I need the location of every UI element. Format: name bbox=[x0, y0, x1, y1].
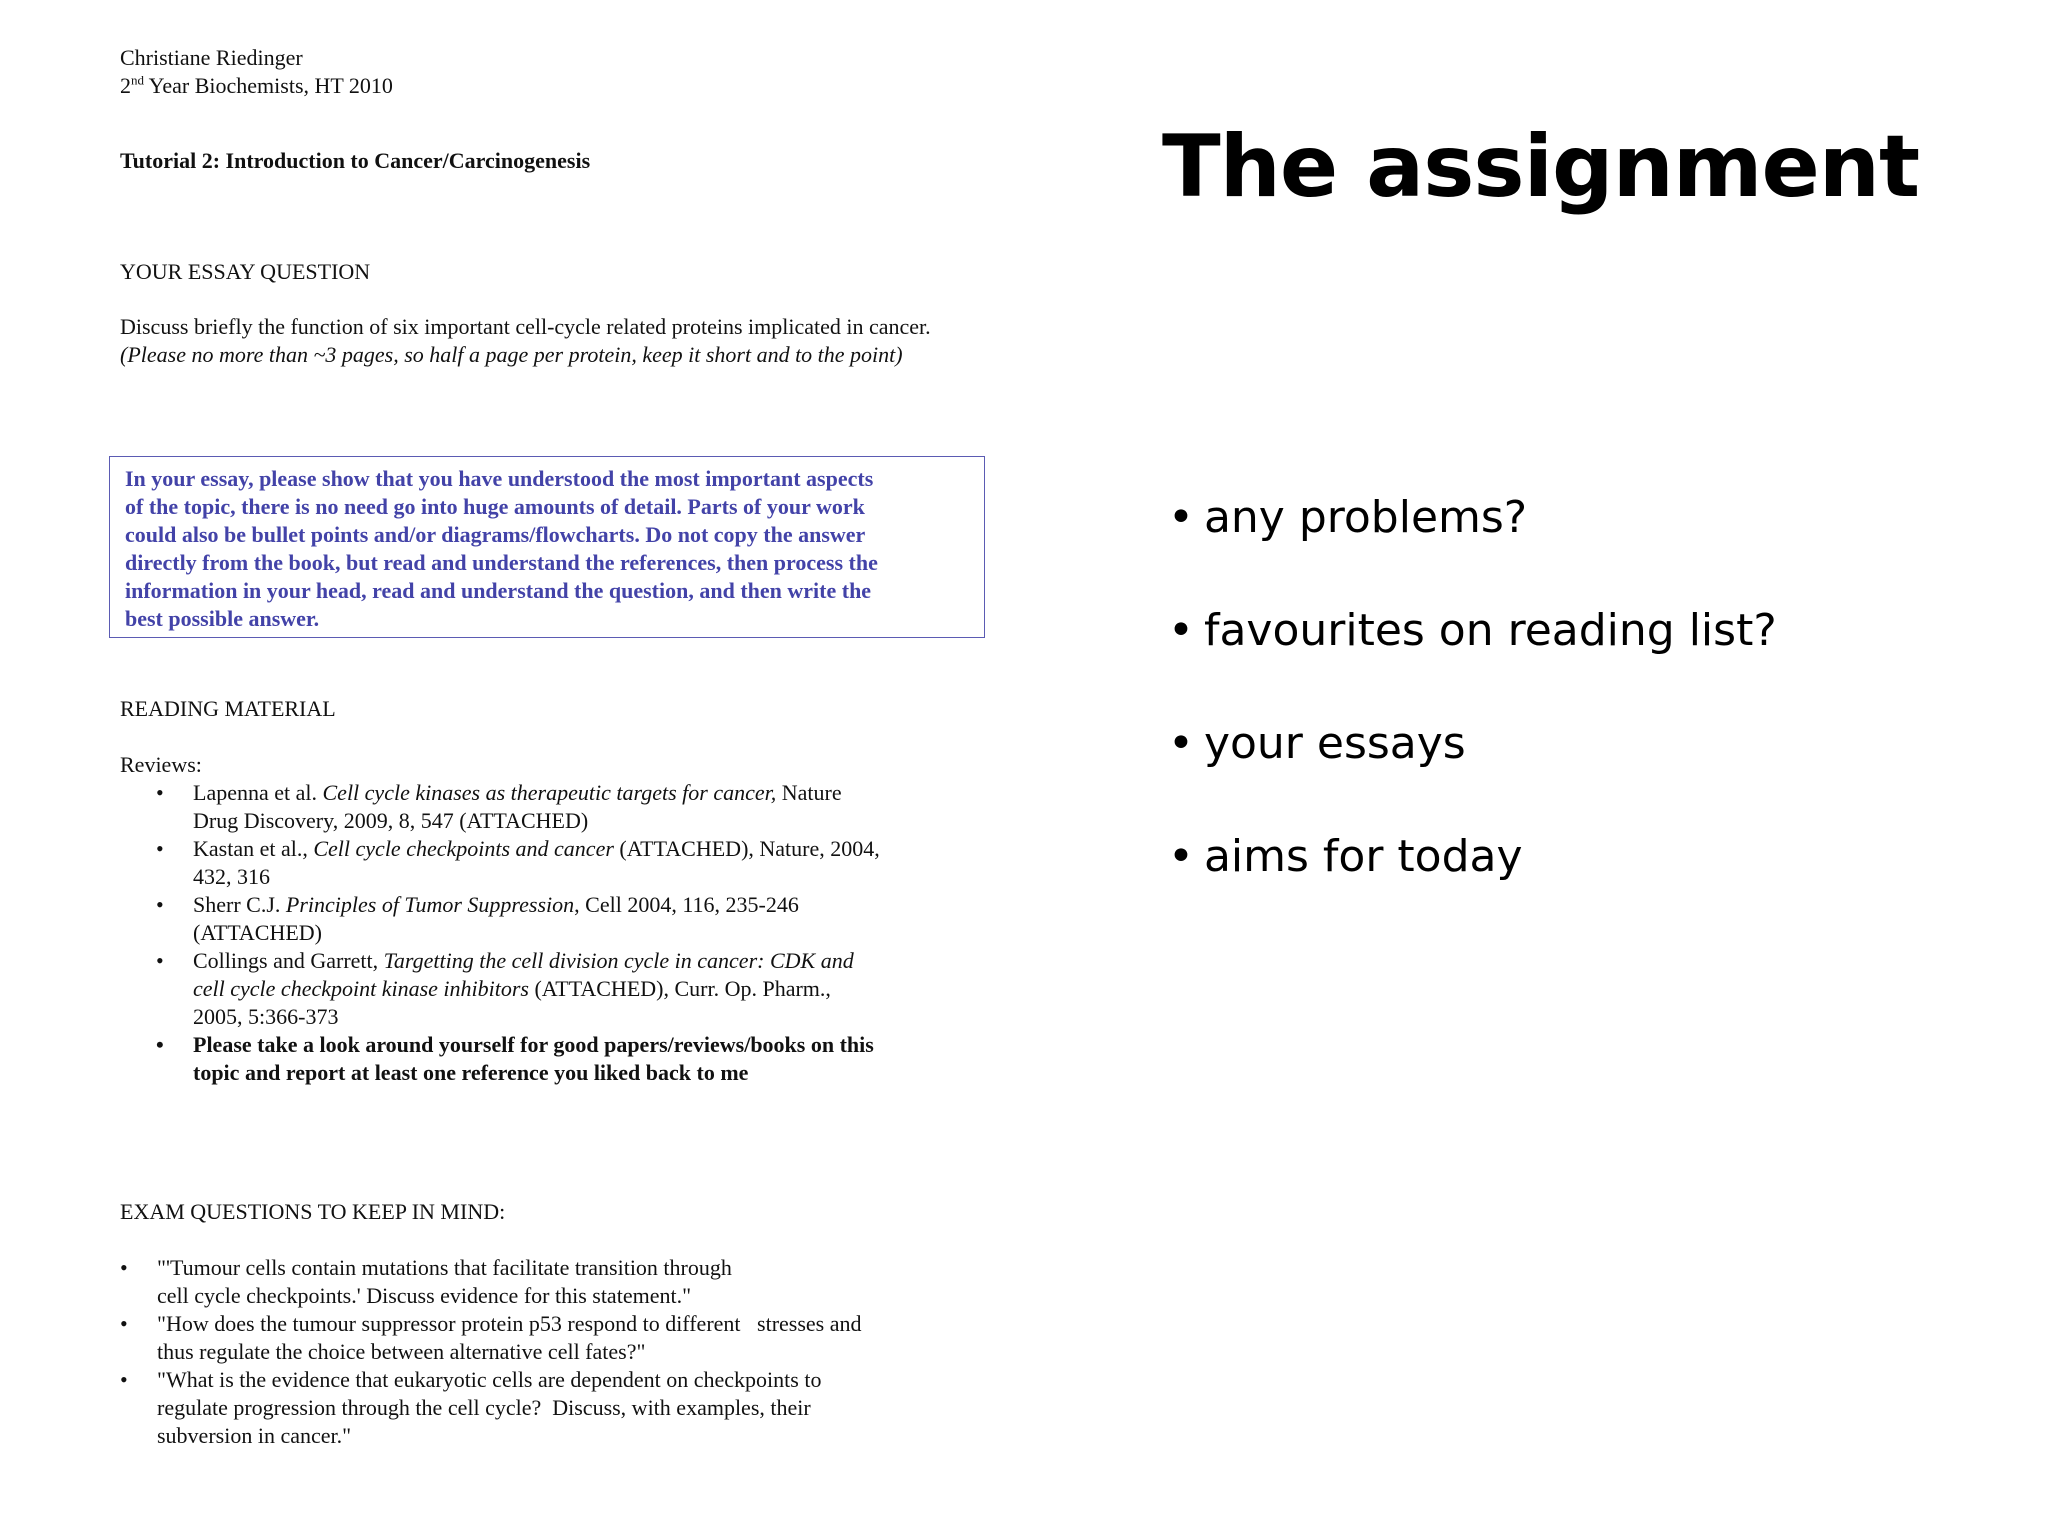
slide-bullet-item bbox=[1168, 603, 1777, 659]
course-description: Year Biochemists, HT 2010 bbox=[144, 73, 393, 98]
essay-hint: (Please no more than ~3 pages, so half a page per protein, keep it short and to the point) bbox=[120, 342, 903, 367]
list-item bbox=[120, 1366, 980, 1450]
reference-source: , Cell 2004, 116, 235-246 bbox=[574, 892, 799, 917]
exam-questions-heading: EXAM QUESTIONS TO KEEP IN MIND: bbox=[120, 1199, 506, 1224]
reference-source-continued: 432, 316 bbox=[193, 864, 270, 889]
essay-heading: YOUR ESSAY QUESTION bbox=[120, 259, 371, 284]
instructions-line: could also be bullet points and/or diagrams/flowcharts. Do not copy the answer bbox=[125, 522, 866, 547]
bullet-icon: • bbox=[156, 892, 164, 917]
tutorial-handout bbox=[0, 0, 1010, 1536]
list-item bbox=[120, 1254, 980, 1310]
reference-title: Principles of Tumor Suppression bbox=[285, 892, 575, 917]
bullet-icon: • bbox=[156, 780, 164, 805]
bullet-icon: • bbox=[120, 1367, 128, 1392]
reference-source: (ATTACHED), Nature, 2004, bbox=[613, 836, 880, 861]
slide-bullet-text: favourites on reading list? bbox=[1203, 605, 1777, 656]
exam-question-line: "'Tumour cells contain mutations that facilitate transition through bbox=[157, 1255, 732, 1280]
exam-question-line: subversion in cancer." bbox=[157, 1423, 352, 1448]
reference-source: (ATTACHED), Curr. Op. Pharm., bbox=[528, 976, 831, 1001]
reference-request-line: topic and report at least one reference you liked back to me bbox=[193, 1060, 749, 1085]
instructions-line: directly from the book, but read and understand the references, then process the bbox=[125, 550, 878, 575]
bullet-icon: • bbox=[156, 836, 164, 861]
tutorial-title: Tutorial 2: Introduction to Cancer/Carcinogenesis bbox=[120, 148, 591, 173]
list-item bbox=[120, 947, 980, 1031]
course-year-superscript: nd bbox=[131, 72, 144, 88]
reference-title: Targetting the cell division cycle in cancer: CDK and bbox=[383, 948, 854, 973]
reference-title: Cell cycle kinases as therapeutic targets for cancer, bbox=[322, 780, 777, 805]
bullet-icon: • bbox=[1168, 605, 1194, 656]
exam-question-line: "What is the evidence that eukaryotic cells are dependent on checkpoints to bbox=[157, 1367, 822, 1392]
slide bbox=[1010, 0, 2048, 1536]
reference-authors: Kastan et al., bbox=[193, 836, 314, 861]
exam-question-list bbox=[120, 1254, 980, 1450]
list-item bbox=[120, 891, 980, 947]
reference-authors: Collings and Garrett, bbox=[193, 948, 384, 973]
slide-title: The assignment bbox=[1162, 117, 1920, 217]
reading-material-heading: READING MATERIAL bbox=[120, 696, 336, 721]
reference-request-line: Please take a look around yourself for good papers/reviews/books on this bbox=[193, 1032, 874, 1057]
instructions-line: In your essay, please show that you have understood the most important aspects bbox=[125, 466, 874, 491]
bullet-icon: • bbox=[156, 1032, 164, 1057]
bullet-icon: • bbox=[1168, 492, 1194, 543]
reference-title: Cell cycle checkpoints and cancer bbox=[313, 836, 614, 861]
reviews-heading: Reviews: bbox=[120, 752, 202, 777]
slide-bullet-item bbox=[1168, 716, 1777, 772]
bullet-icon: • bbox=[1168, 718, 1194, 769]
list-item bbox=[120, 1031, 980, 1087]
reference-authors: Sherr C.J. bbox=[193, 892, 286, 917]
list-item bbox=[120, 1310, 980, 1366]
bullet-icon: • bbox=[120, 1311, 128, 1336]
instructions-text bbox=[125, 465, 975, 633]
course-year-number: 2 bbox=[120, 73, 131, 98]
course-line bbox=[120, 72, 393, 100]
instructions-line: of the topic, there is no need go into huge amounts of detail. Parts of your work bbox=[125, 494, 865, 519]
list-item bbox=[120, 779, 980, 835]
bullet-icon: • bbox=[156, 948, 164, 973]
essay-question bbox=[120, 313, 960, 369]
author-name: Christiane Riedinger bbox=[120, 45, 303, 70]
slide-bullet-text: aims for today bbox=[1203, 831, 1523, 882]
essay-question-text: Discuss briefly the function of six important cell-cycle related proteins implicated in cancer. bbox=[120, 314, 931, 339]
exam-question-line: thus regulate the choice between alternative cell fates?" bbox=[157, 1339, 646, 1364]
reference-source: Nature bbox=[776, 780, 842, 805]
reference-authors: Lapenna et al. bbox=[193, 780, 323, 805]
bullet-icon: • bbox=[1168, 831, 1194, 882]
list-item bbox=[120, 835, 980, 891]
exam-question-line: cell cycle checkpoints.' Discuss evidence for this statement." bbox=[157, 1283, 692, 1308]
slide-bullet-item bbox=[1168, 490, 1777, 546]
slide-bullet-item bbox=[1168, 829, 1777, 885]
reference-list bbox=[120, 779, 980, 1087]
instructions-line: information in your head, read and understand the question, and then write the bbox=[125, 578, 872, 603]
bullet-icon: • bbox=[120, 1255, 128, 1280]
slide-bullet-text: your essays bbox=[1203, 718, 1466, 769]
reference-title-continued: cell cycle checkpoint kinase inhibitors bbox=[193, 976, 529, 1001]
slide-bullet-text: any problems? bbox=[1203, 492, 1528, 543]
slide-bullet-list bbox=[1168, 490, 1777, 942]
instructions-line: best possible answer. bbox=[125, 606, 320, 631]
exam-question-line: "How does the tumour suppressor protein p53 respond to different stresses and bbox=[157, 1311, 862, 1336]
reference-source-continued: Drug Discovery, 2009, 8, 547 (ATTACHED) bbox=[193, 808, 589, 833]
reference-source-continued: 2005, 5:366-373 bbox=[193, 1004, 339, 1029]
exam-question-line: regulate progression through the cell cycle? Discuss, with examples, their bbox=[157, 1395, 811, 1420]
reference-source-continued: (ATTACHED) bbox=[193, 920, 322, 945]
